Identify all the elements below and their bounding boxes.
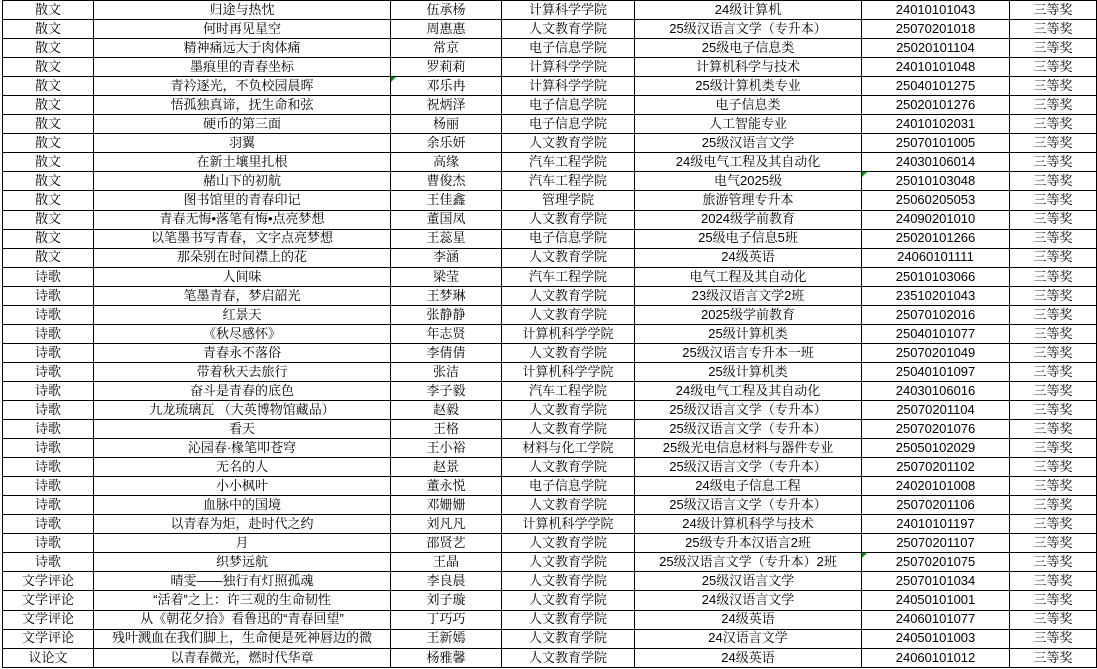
cell-major[interactable]: 25级计算机类 [635, 362, 862, 381]
cell-college[interactable]: 管理学院 [502, 191, 635, 210]
cell-major[interactable]: 25级汉语言文学（专升本）2班 [635, 553, 862, 572]
cell-category[interactable]: 散文 [3, 77, 94, 96]
table-row [3, 229, 1097, 248]
cell-student-id[interactable]: 24060101012 [862, 648, 1010, 667]
cell-title[interactable]: 墨痕里的青春坐标 [94, 58, 391, 77]
cell-category[interactable]: 诗歌 [3, 553, 94, 572]
cell-major[interactable]: 25级汉语言文学 [635, 572, 862, 591]
cell-award[interactable]: 三等奖 [1010, 172, 1097, 191]
cell-award[interactable]: 三等奖 [1010, 286, 1097, 305]
cell-student-id[interactable]: 25070101034 [862, 572, 1010, 591]
cell-college[interactable]: 人文教育学院 [502, 534, 635, 553]
cell-student-id[interactable]: 24030106016 [862, 381, 1010, 400]
cell-category[interactable]: 诗歌 [3, 534, 94, 553]
cell-author[interactable]: 张洁 [391, 362, 502, 381]
cell-major[interactable]: 25级电子信息类 [635, 39, 862, 58]
cell-author[interactable]: 王格 [391, 420, 502, 439]
cell-title[interactable]: 血脉中的国境 [94, 496, 391, 515]
table-row [3, 210, 1097, 229]
cell-college[interactable]: 人文教育学院 [502, 553, 635, 572]
cell-award[interactable]: 三等奖 [1010, 515, 1097, 534]
cell-author[interactable]: 赵景 [391, 458, 502, 477]
cell-major[interactable]: 24级汉语言文学 [635, 591, 862, 610]
cell-major[interactable]: 24级电子信息工程 [635, 477, 862, 496]
cell-category[interactable]: 诗歌 [3, 362, 94, 381]
cell-title[interactable]: 织梦远航 [94, 553, 391, 572]
green-corner-indicator [862, 172, 867, 177]
cell-student-id[interactable]: 25020101276 [862, 96, 1010, 115]
cell-major[interactable]: 24级英语 [635, 248, 862, 267]
cell-major[interactable]: 25级汉语言专升本一班 [635, 343, 862, 362]
cell-award[interactable]: 三等奖 [1010, 439, 1097, 458]
cell-major[interactable]: 25级计算机类 [635, 324, 862, 343]
cell-award[interactable]: 三等奖 [1010, 629, 1097, 648]
cell-student-id[interactable]: 24060101111 [862, 248, 1010, 267]
cell-title[interactable]: 青春永不落俗 [94, 343, 391, 362]
cell-college[interactable]: 人文教育学院 [502, 591, 635, 610]
cell-major[interactable]: 24级英语 [635, 610, 862, 629]
cell-college[interactable]: 人文教育学院 [502, 343, 635, 362]
cell-college[interactable]: 电子信息学院 [502, 477, 635, 496]
cell-college[interactable]: 材料与化工学院 [502, 439, 635, 458]
cell-major[interactable]: 24级英语 [635, 648, 862, 667]
cell-major[interactable]: 24汉语言文学 [635, 629, 862, 648]
cell-category[interactable]: 诗歌 [3, 439, 94, 458]
cell-title[interactable]: 以笔墨书写青春，文字点亮梦想 [94, 229, 391, 248]
cell-author[interactable]: 王小裕 [391, 439, 502, 458]
cell-category[interactable]: 散文 [3, 191, 94, 210]
cell-author[interactable]: 王梦琳 [391, 286, 502, 305]
cell-student-id[interactable]: 25070201049 [862, 343, 1010, 362]
cell-major[interactable]: 24级电气工程及其自动化 [635, 153, 862, 172]
cell-category[interactable]: 散文 [3, 172, 94, 191]
cell-student-id[interactable]: 24090201010 [862, 210, 1010, 229]
cell-category[interactable]: 诗歌 [3, 515, 94, 534]
table-row [3, 286, 1097, 305]
cell-college[interactable]: 计算科学学院 [502, 1, 635, 20]
cell-title[interactable]: 沁园春·椽笔叩苍穹 [94, 439, 391, 458]
cell-title[interactable]: 红景天 [94, 305, 391, 324]
cell-title[interactable]: 人间味 [94, 267, 391, 286]
cell-author[interactable]: 邵贤艺 [391, 534, 502, 553]
table-row [3, 515, 1097, 534]
cell-college[interactable]: 汽车工程学院 [502, 381, 635, 400]
table-row [3, 20, 1097, 39]
cell-major[interactable]: 旅游管理专升本 [635, 191, 862, 210]
cell-major[interactable]: 24级计算机科学与技术 [635, 515, 862, 534]
cell-category[interactable]: 散文 [3, 115, 94, 134]
cell-title[interactable]: 奋斗是青春的底色 [94, 381, 391, 400]
cell-title[interactable]: 羽翼 [94, 134, 391, 153]
cell-college[interactable]: 人文教育学院 [502, 305, 635, 324]
cell-title[interactable]: 看天 [94, 420, 391, 439]
cell-student-id[interactable]: 25070101005 [862, 134, 1010, 153]
cell-author[interactable]: 李良晨 [391, 572, 502, 591]
cell-student-id[interactable]: 24060101077 [862, 610, 1010, 629]
cell-student-id[interactable]: 23510201043 [862, 286, 1010, 305]
cell-title[interactable]: 九龙琉璃瓦 （大英博物馆藏品） [94, 400, 391, 419]
cell-category[interactable]: 诗歌 [3, 305, 94, 324]
cell-student-id[interactable]: 25040101077 [862, 324, 1010, 343]
table-row [3, 420, 1097, 439]
cell-college[interactable]: 人文教育学院 [502, 20, 635, 39]
cell-title[interactable]: 小小枫叶 [94, 477, 391, 496]
cell-category[interactable]: 散文 [3, 39, 94, 58]
cell-category[interactable]: 诗歌 [3, 286, 94, 305]
cell-college[interactable]: 电子信息学院 [502, 229, 635, 248]
cell-author[interactable]: 余乐妍 [391, 134, 502, 153]
cell-category[interactable]: 诗歌 [3, 381, 94, 400]
cell-major[interactable]: 24级计算机 [635, 1, 862, 20]
table-row [3, 591, 1097, 610]
table-row [3, 629, 1097, 648]
cell-college[interactable]: 人文教育学院 [502, 610, 635, 629]
table-row [3, 58, 1097, 77]
cell-student-id[interactable]: 24010101197 [862, 515, 1010, 534]
cell-award[interactable]: 三等奖 [1010, 458, 1097, 477]
cell-major[interactable]: 2025级学前教育 [635, 305, 862, 324]
cell-title[interactable]: 赭山下的初航 [94, 172, 391, 191]
cell-major[interactable]: 25级汉语言文学（专升本） [635, 20, 862, 39]
cell-college[interactable]: 人文教育学院 [502, 134, 635, 153]
table-row [3, 248, 1097, 267]
cell-student-id[interactable]: 24050101003 [862, 629, 1010, 648]
cell-title[interactable]: 青衿逐光，不负校园晨晖 [94, 77, 391, 96]
cell-category[interactable]: 散文 [3, 210, 94, 229]
cell-college[interactable]: 人文教育学院 [502, 286, 635, 305]
cell-category[interactable]: 散文 [3, 1, 94, 20]
cell-award[interactable]: 三等奖 [1010, 362, 1097, 381]
cell-major[interactable]: 25级光电信息材料与器件专业 [635, 439, 862, 458]
cell-college[interactable]: 电子信息学院 [502, 39, 635, 58]
cell-major[interactable]: 25级汉语言文学（专升本） [635, 496, 862, 515]
cell-college[interactable]: 人文教育学院 [502, 496, 635, 515]
cell-award[interactable]: 三等奖 [1010, 1, 1097, 20]
cell-author[interactable]: 赵毅 [391, 400, 502, 419]
cell-author[interactable]: 王新嫣 [391, 629, 502, 648]
cell-author[interactable]: 高缘 [391, 153, 502, 172]
table-row [3, 96, 1097, 115]
cell-major[interactable]: 25级专升本汉语言2班 [635, 534, 862, 553]
cell-major[interactable]: 人工智能专业 [635, 115, 862, 134]
cell-category[interactable]: 诗歌 [3, 458, 94, 477]
green-corner-indicator [391, 77, 396, 82]
cell-title[interactable]: 在新土壤里扎根 [94, 153, 391, 172]
cell-award[interactable]: 三等奖 [1010, 39, 1097, 58]
cell-student-id[interactable]: 24030106014 [862, 153, 1010, 172]
cell-award[interactable]: 三等奖 [1010, 210, 1097, 229]
cell-award[interactable]: 三等奖 [1010, 77, 1097, 96]
cell-student-id[interactable]: 25010103048 [862, 172, 1010, 191]
table-row [3, 267, 1097, 286]
cell-major[interactable]: 25级汉语言文学 [635, 134, 862, 153]
cell-author[interactable]: 杨雅馨 [391, 648, 502, 667]
cell-student-id[interactable]: 25070201075 [862, 553, 1010, 572]
cell-award[interactable]: 三等奖 [1010, 191, 1097, 210]
cell-college[interactable]: 人文教育学院 [502, 629, 635, 648]
cell-college[interactable]: 电子信息学院 [502, 115, 635, 134]
cell-student-id[interactable]: 25020101266 [862, 229, 1010, 248]
cell-title[interactable]: 精神痛远大于肉体痛 [94, 39, 391, 58]
cell-major[interactable]: 电气工程及其自动化 [635, 267, 862, 286]
cell-category[interactable]: 散文 [3, 96, 94, 115]
cell-author[interactable]: 丁巧巧 [391, 610, 502, 629]
table-row [3, 362, 1097, 381]
cell-award[interactable]: 三等奖 [1010, 496, 1097, 515]
cell-author[interactable]: 王佳鑫 [391, 191, 502, 210]
table-row [3, 381, 1097, 400]
cell-category[interactable]: 议论文 [3, 648, 94, 667]
cell-category[interactable]: 散文 [3, 58, 94, 77]
cell-author[interactable]: 罗莉莉 [391, 58, 502, 77]
cell-college[interactable]: 人文教育学院 [502, 248, 635, 267]
table-row [3, 534, 1097, 553]
cell-award[interactable]: 三等奖 [1010, 324, 1097, 343]
table-row [3, 1, 1097, 20]
cell-award[interactable]: 三等奖 [1010, 343, 1097, 362]
cell-award[interactable]: 三等奖 [1010, 248, 1097, 267]
cell-author[interactable]: 刘凡凡 [391, 515, 502, 534]
table-row [3, 458, 1097, 477]
cell-college[interactable]: 汽车工程学院 [502, 267, 635, 286]
cell-award[interactable]: 三等奖 [1010, 610, 1097, 629]
cell-student-id[interactable]: 25070201018 [862, 20, 1010, 39]
cell-category[interactable]: 散文 [3, 229, 94, 248]
table-row [3, 172, 1097, 191]
cell-title[interactable]: 以青春为炬，赴时代之约 [94, 515, 391, 534]
cell-college[interactable]: 计算机科学学院 [502, 362, 635, 381]
cell-title[interactable]: 无名的人 [94, 458, 391, 477]
cell-title[interactable]: 从《朝花夕拾》看鲁迅的“青春回望” [94, 610, 391, 629]
cell-category[interactable]: 散文 [3, 248, 94, 267]
cell-category[interactable]: 诗歌 [3, 267, 94, 286]
green-corner-indicator [862, 553, 867, 558]
cell-author[interactable]: 周惠惠 [391, 20, 502, 39]
table-row [3, 324, 1097, 343]
cell-category[interactable]: 文学评论 [3, 610, 94, 629]
cell-student-id[interactable]: 25010103066 [862, 267, 1010, 286]
cell-student-id[interactable]: 25060205053 [862, 191, 1010, 210]
table-row [3, 153, 1097, 172]
cell-college[interactable]: 汽车工程学院 [502, 153, 635, 172]
cell-college[interactable]: 计算机科学学院 [502, 324, 635, 343]
cell-award[interactable]: 三等奖 [1010, 153, 1097, 172]
cell-major[interactable]: 25级汉语言文学（专升本） [635, 420, 862, 439]
cell-college[interactable]: 计算科学学院 [502, 58, 635, 77]
cell-category[interactable]: 诗歌 [3, 324, 94, 343]
cell-major[interactable]: 23级汉语言文学2班 [635, 286, 862, 305]
cell-student-id[interactable]: 25070201106 [862, 496, 1010, 515]
cell-author[interactable]: 邓乐冉 [391, 77, 502, 96]
cell-author[interactable]: 董国凤 [391, 210, 502, 229]
cell-college[interactable]: 电子信息学院 [502, 96, 635, 115]
cell-student-id[interactable]: 25070201076 [862, 420, 1010, 439]
table-row [3, 77, 1097, 96]
cell-category[interactable]: 散文 [3, 134, 94, 153]
cell-student-id[interactable]: 24010101048 [862, 58, 1010, 77]
cell-title[interactable]: 以青春微光，燃时代华章 [94, 648, 391, 667]
cell-author[interactable]: 刘子璇 [391, 591, 502, 610]
cell-title[interactable]: 归途与热忱 [94, 1, 391, 20]
table-row [3, 191, 1097, 210]
cell-author[interactable]: 梁莹 [391, 267, 502, 286]
cell-author[interactable]: 李子毅 [391, 381, 502, 400]
cell-student-id[interactable]: 25040101275 [862, 77, 1010, 96]
table-row [3, 39, 1097, 58]
table-row [3, 134, 1097, 153]
cell-award[interactable]: 三等奖 [1010, 591, 1097, 610]
cell-category[interactable]: 文学评论 [3, 591, 94, 610]
cell-category[interactable]: 诗歌 [3, 343, 94, 362]
cell-college[interactable]: 计算科学学院 [502, 77, 635, 96]
table-row [3, 115, 1097, 134]
cell-award[interactable]: 三等奖 [1010, 134, 1097, 153]
cell-category[interactable]: 文学评论 [3, 629, 94, 648]
cell-title[interactable]: 带着秋天去旅行 [94, 362, 391, 381]
cell-major[interactable]: 电子信息类 [635, 96, 862, 115]
cell-award[interactable]: 三等奖 [1010, 229, 1097, 248]
cell-college[interactable]: 人文教育学院 [502, 210, 635, 229]
table-row [3, 343, 1097, 362]
cell-title[interactable]: “活着”之上：许三观的生命韧性 [94, 591, 391, 610]
cell-student-id[interactable]: 24050101001 [862, 591, 1010, 610]
cell-major[interactable]: 25级汉语言文学（专升本） [635, 458, 862, 477]
cell-author[interactable]: 王蕊星 [391, 229, 502, 248]
cell-category[interactable]: 散文 [3, 20, 94, 39]
cell-college[interactable]: 人文教育学院 [502, 648, 635, 667]
cell-title[interactable]: 那朵别在时间襟上的花 [94, 248, 391, 267]
cell-category[interactable]: 诗歌 [3, 477, 94, 496]
cell-author[interactable]: 李涵 [391, 248, 502, 267]
cell-college[interactable]: 人文教育学院 [502, 572, 635, 591]
cell-author[interactable]: 王晶 [391, 553, 502, 572]
cell-author[interactable]: 祝炳泽 [391, 96, 502, 115]
cell-major[interactable]: 24级电气工程及其自动化 [635, 381, 862, 400]
cell-title[interactable]: 残叶溅血在我们脚上，生命便是死神唇边的微 [94, 629, 391, 648]
table-row [3, 305, 1097, 324]
cell-award[interactable]: 三等奖 [1010, 381, 1097, 400]
table-row [3, 648, 1097, 667]
cell-student-id[interactable]: 24010102031 [862, 115, 1010, 134]
cell-author[interactable]: 李倩倩 [391, 343, 502, 362]
cell-title[interactable]: 月 [94, 534, 391, 553]
cell-title[interactable]: 笔墨青春，梦启韶光 [94, 286, 391, 305]
cell-award[interactable]: 三等奖 [1010, 572, 1097, 591]
cell-major[interactable]: 25级电子信息5班 [635, 229, 862, 248]
cell-award[interactable]: 三等奖 [1010, 477, 1097, 496]
cell-author[interactable]: 杨丽 [391, 115, 502, 134]
cell-title[interactable]: 硬币的第三面 [94, 115, 391, 134]
cell-award[interactable]: 三等奖 [1010, 267, 1097, 286]
cell-college[interactable]: 人文教育学院 [502, 420, 635, 439]
cell-title[interactable]: 悟孤独真谛，抚生命和弦 [94, 96, 391, 115]
cell-college[interactable]: 计算机科学学院 [502, 515, 635, 534]
cell-category[interactable]: 文学评论 [3, 572, 94, 591]
cell-author[interactable]: 常京 [391, 39, 502, 58]
cell-category[interactable]: 诗歌 [3, 400, 94, 419]
cell-author[interactable]: 曹俊杰 [391, 172, 502, 191]
cell-student-id[interactable]: 25020101104 [862, 39, 1010, 58]
cell-college[interactable]: 人文教育学院 [502, 400, 635, 419]
cell-author[interactable]: 邓姗姗 [391, 496, 502, 515]
cell-title[interactable]: 青春无悔•落笔有悔•点亮梦想 [94, 210, 391, 229]
cell-title[interactable]: 图书馆里的青春印记 [94, 191, 391, 210]
cell-student-id[interactable]: 25050102029 [862, 439, 1010, 458]
cell-award[interactable]: 三等奖 [1010, 400, 1097, 419]
cell-category[interactable]: 诗歌 [3, 420, 94, 439]
cell-award[interactable]: 三等奖 [1010, 553, 1097, 572]
cell-author[interactable]: 伍承杨 [391, 1, 502, 20]
cell-award[interactable]: 三等奖 [1010, 58, 1097, 77]
cell-category[interactable]: 诗歌 [3, 496, 94, 515]
cell-author[interactable]: 张静静 [391, 305, 502, 324]
cell-author[interactable]: 年志贤 [391, 324, 502, 343]
table-row [3, 400, 1097, 419]
cell-student-id[interactable]: 24010101043 [862, 1, 1010, 20]
cell-title[interactable]: 晴雯——独行有灯照孤魂 [94, 572, 391, 591]
table-row [3, 439, 1097, 458]
table-row [3, 477, 1097, 496]
cell-title[interactable]: 何时再见星空 [94, 20, 391, 39]
cell-major[interactable]: 计算机科学与技术 [635, 58, 862, 77]
cell-award[interactable]: 三等奖 [1010, 648, 1097, 667]
cell-title[interactable]: 《秋尽感怀》 [94, 324, 391, 343]
award-table-body [3, 1, 1097, 668]
table-row [3, 610, 1097, 629]
cell-major[interactable]: 25级汉语言文学（专升本） [635, 400, 862, 419]
cell-student-id[interactable]: 25040101097 [862, 362, 1010, 381]
cell-student-id[interactable]: 25070201104 [862, 400, 1010, 419]
cell-major[interactable]: 2024级学前教育 [635, 210, 862, 229]
cell-major[interactable]: 25级计算机类专业 [635, 77, 862, 96]
cell-author[interactable]: 董永悦 [391, 477, 502, 496]
cell-category[interactable]: 散文 [3, 153, 94, 172]
cell-college[interactable]: 人文教育学院 [502, 458, 635, 477]
cell-student-id[interactable]: 25070201102 [862, 458, 1010, 477]
cell-college[interactable]: 汽车工程学院 [502, 172, 635, 191]
cell-award[interactable]: 三等奖 [1010, 20, 1097, 39]
cell-student-id[interactable]: 25070201107 [862, 534, 1010, 553]
cell-award[interactable]: 三等奖 [1010, 305, 1097, 324]
cell-award[interactable]: 三等奖 [1010, 115, 1097, 134]
cell-award[interactable]: 三等奖 [1010, 96, 1097, 115]
cell-award[interactable]: 三等奖 [1010, 420, 1097, 439]
cell-major[interactable]: 电气2025级 [635, 172, 862, 191]
cell-award[interactable]: 三等奖 [1010, 534, 1097, 553]
table-row [3, 553, 1097, 572]
table-row [3, 496, 1097, 515]
cell-student-id[interactable]: 24020101008 [862, 477, 1010, 496]
award-results-table [2, 0, 1097, 668]
table-row [3, 572, 1097, 591]
cell-student-id[interactable]: 25070102016 [862, 305, 1010, 324]
